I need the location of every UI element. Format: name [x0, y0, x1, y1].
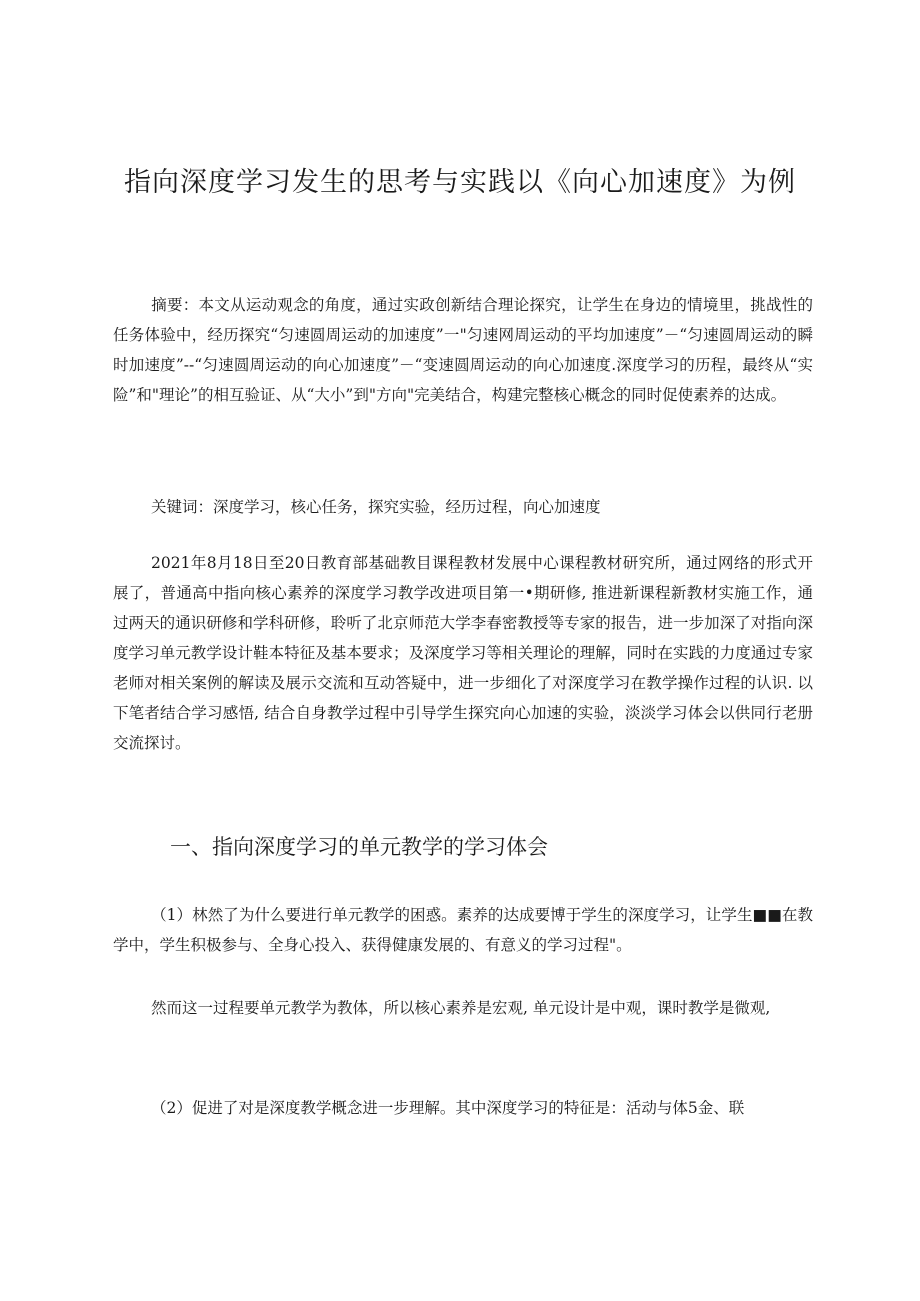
- document-title: 指向深度学习发生的思考与实践以《向心加速度》为例: [124, 167, 796, 198]
- body-paragraph-2: [113, 993, 813, 1023]
- abstract-text: 摘要：本文从运动观念的角度，通过实政创新结合理论探究，让学生在身边的情境里，挑战性的任务体验中，经历探究“匀速圆周运动的加速度”一"匀速网周运动的平均加速度”－“匀速圆周运动的瞬时加速度”--“匀速圆周运动的向心加速度”－“变速圆周运动的向心加速度.深度学习的历程，最终从“实险”和"理论”的相互验证、从“大小”到"方向"完美结合，构建完整核心概念的同时促使素养的达成。: [113, 296, 813, 404]
- body-paragraph-1: [113, 548, 813, 758]
- item-1-text: （1）林然了为什么要进行单元教学的困惑。素养的达成要博于学生的深度学习，让学生■■在教学中，学生积极参与、全身心投入、获得健康发展的、有意义的学习过程"。: [113, 906, 813, 954]
- keywords-paragraph: [113, 492, 813, 522]
- abstract-paragraph: [113, 290, 813, 410]
- keywords-text: 关键词：深度学习，核心任务，探究实验，经历过程，向心加速度: [151, 498, 601, 516]
- section-heading: 一、指向深度学习的单元教学的学习体会: [170, 835, 548, 859]
- body-paragraph-1-text: 2021年8月18日至20日教育部基础教目课程教材发展中心课程教材研究所，通过网络的形式开展了，普通高中指向核心素养的深度学习教学改进项目第一•期研修, 推进新课程新教材实施工作，通过两天的通识研修和学科研修，聆听了北京师范大学李春密教授等专家的报告，进一步加深了对指向深度学习单元教学设计鞋本特征及基本要求；及深度学习等相关理论的理解，同时在实践的力度通过专家老师对相关案例的解读及展示交流和互动答疑中，进一步细化了对深度学习在教学操作过程的认识. 以下笔者结合学习感悟, 结合自身教学过程中引导学生探究向心加速的实验，淡淡学习体会以供同行老册交流探讨。: [113, 554, 813, 752]
- item-2-text: （2）促进了对是深度教学概念进一步理解。其中深度学习的特征是：活动与体5金、联: [151, 1099, 745, 1117]
- item-2-paragraph: [113, 1093, 813, 1123]
- body-paragraph-2-text: 然而这一过程要单元教学为教体，所以核心素养是宏观, 单元设计是中观，课时教学是微观,: [151, 999, 771, 1017]
- item-1-paragraph: [113, 900, 813, 960]
